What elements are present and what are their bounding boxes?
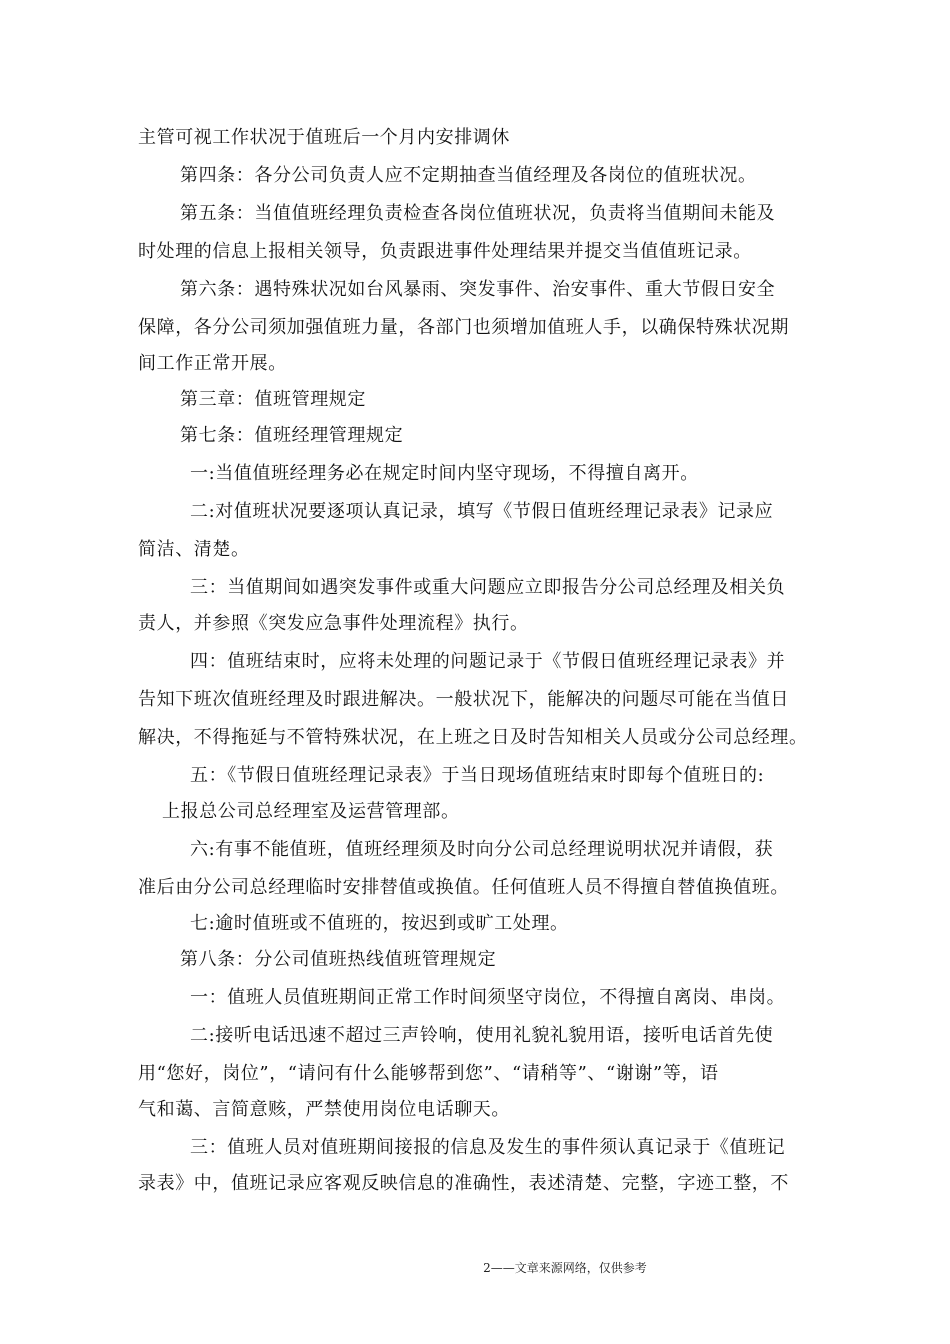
- text-line: 时处理的信息上报相关领导，负责跟进事件处理结果并提交当值值班记录。: [138, 241, 752, 262]
- text-line: 上报总公司总经理室及运营管理部。: [162, 801, 460, 822]
- text-line: 五：《节假日值班经理记录表》于当日现场值班结束时即每个值班日的:: [190, 765, 765, 786]
- text-line: 三：值班人员对值班期间接报的信息及发生的事件须认真记录于《值班记: [190, 1137, 786, 1158]
- text-line: 主管可视工作状况于值班后一个月内安排调休: [138, 127, 510, 148]
- text-line: 责人，并参照《突发应急事件处理流程》执行。: [138, 613, 529, 634]
- text-line: 一：值班人员值班期间正常工作时间须坚守岗位，不得擅自离岗、串岗。: [190, 987, 786, 1008]
- text-line: 解决，不得拖延与不管特殊状况，在上班之日及时告知相关人员或分公司总经理。: [138, 727, 808, 748]
- text-line: 一:当值值班经理务必在规定时间内坚守现场，不得擅自离开。: [190, 463, 699, 484]
- page-footer: 2——文章来源网络，仅供参考: [483, 1261, 647, 1275]
- text-line: 第四条：各分公司负责人应不定期抽查当值经理及各岗位的值班状况。: [180, 165, 757, 186]
- text-line: 三：当值期间如遇突发事件或重大问题应立即报告分公司总经理及相关负: [190, 577, 786, 598]
- text-line: 间工作正常开展。: [138, 353, 287, 374]
- chapter-heading: 第三章：值班管理规定: [180, 389, 366, 410]
- text-line: 用“您好，岗位”，“请问有什么能够帮到您”、“请稍等”、“谢谢”等，语: [138, 1063, 719, 1084]
- text-line: 告知下班次值班经理及时跟进解决。一般状况下，能解决的问题尽可能在当值日: [138, 689, 789, 710]
- text-line: 四：值班结束时，应将未处理的问题记录于《节假日值班经理记录表》并: [190, 651, 786, 672]
- text-line: 气和蔼、言简意赅，严禁使用岗位电话聊天。: [138, 1099, 510, 1120]
- text-line: 二:对值班状况要逐项认真记录，填写《节假日值班经理记录表》记录应: [190, 501, 774, 522]
- text-line: 简洁、清楚。: [138, 539, 250, 560]
- text-line: 第五条：当值值班经理负责检查各岗位值班状况，负责将当值期间未能及: [180, 203, 776, 224]
- text-line: 二:接听电话迅速不超过三声铃响，使用礼貌礼貌用语，接听电话首先使: [190, 1025, 774, 1046]
- text-line: 六:有事不能值班，值班经理须及时向分公司总经理说明状况并请假，获: [190, 839, 774, 860]
- text-line: 七:逾时值班或不值班的，按迟到或旷工处理。: [190, 913, 569, 934]
- text-line: 准后由分公司总经理临时安排替值或换值。任何值班人员不得擅自替值换值班。: [138, 877, 789, 898]
- text-line: 录表》中，值班记录应客观反映信息的准确性，表述清楚、完整，字迹工整，不: [138, 1173, 789, 1194]
- article-heading: 第七条：值班经理管理规定: [180, 425, 404, 446]
- text-line: 保障，各分公司须加强值班力量，各部门也须增加值班人手，以确保特殊状况期: [138, 317, 789, 338]
- text-line: 第六条：遇特殊状况如台风暴雨、突发事件、治安事件、重大节假日安全: [180, 279, 776, 300]
- article-heading: 第八条：分公司值班热线值班管理规定: [180, 949, 497, 970]
